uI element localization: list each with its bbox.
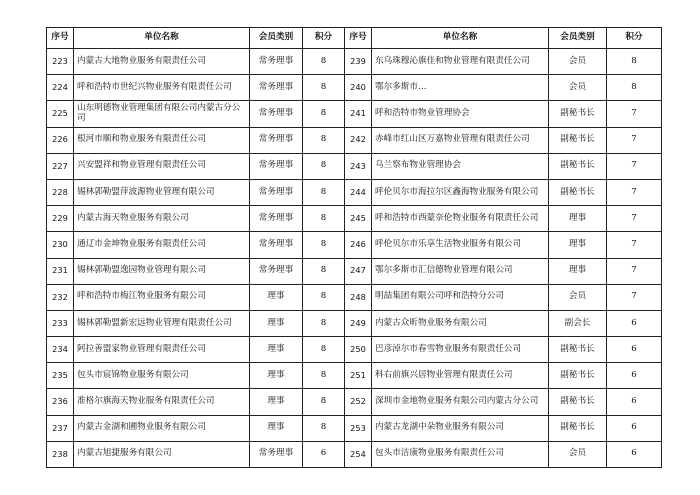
score-cell: 7 bbox=[607, 127, 662, 153]
member-type-cell: 理事 bbox=[250, 284, 303, 310]
member-type-cell: 副会长 bbox=[549, 310, 607, 336]
seq-cell: 228 bbox=[47, 179, 74, 205]
member-type-cell: 常务理事 bbox=[250, 441, 303, 467]
seq-cell: 247 bbox=[345, 258, 372, 284]
score-cell: 8 bbox=[607, 49, 662, 75]
score-cell: 6 bbox=[303, 441, 345, 467]
unit-name-cell: 巴彦淖尔市春雪物业服务有限责任公司 bbox=[372, 337, 549, 363]
seq-cell: 234 bbox=[47, 337, 74, 363]
table-row bbox=[47, 206, 662, 232]
member-type-cell: 常务理事 bbox=[250, 232, 303, 258]
member-type-cell: 常务理事 bbox=[250, 101, 303, 127]
table-row bbox=[47, 337, 662, 363]
seq-cell: 253 bbox=[345, 415, 372, 441]
seq-cell: 249 bbox=[345, 310, 372, 336]
member-type-cell: 理事 bbox=[250, 310, 303, 336]
unit-name-cell: 鄂尔多斯市… bbox=[372, 75, 549, 101]
header-name-right: 单位名称 bbox=[372, 28, 549, 49]
table-row bbox=[47, 153, 662, 179]
unit-name-cell: 科右前旗兴居物业管理有限责任公司 bbox=[372, 363, 549, 389]
header-seq-right: 序号 bbox=[345, 28, 372, 49]
document-page bbox=[46, 27, 661, 468]
seq-cell: 238 bbox=[47, 441, 74, 467]
table-row bbox=[47, 441, 662, 467]
header-type-left: 会员类别 bbox=[250, 28, 303, 49]
seq-cell: 230 bbox=[47, 232, 74, 258]
table-row bbox=[47, 101, 662, 127]
seq-cell: 233 bbox=[47, 310, 74, 336]
table-header-row bbox=[47, 28, 662, 49]
seq-cell: 229 bbox=[47, 206, 74, 232]
score-cell: 7 bbox=[607, 232, 662, 258]
header-seq-left: 序号 bbox=[47, 28, 74, 49]
score-cell: 7 bbox=[607, 284, 662, 310]
score-cell: 7 bbox=[607, 101, 662, 127]
table-row bbox=[47, 258, 662, 284]
seq-cell: 232 bbox=[47, 284, 74, 310]
unit-name-cell: 根河市顺和物业服务有限责任公司 bbox=[74, 127, 250, 153]
score-cell: 8 bbox=[303, 75, 345, 101]
unit-name-cell: 锡林郭勒盟逸园物业管理有限公司 bbox=[74, 258, 250, 284]
member-type-cell: 会员 bbox=[549, 49, 607, 75]
unit-name-cell: 赤峰市红山区万嘉物业管理有限责任公司 bbox=[372, 127, 549, 153]
member-type-cell: 副秘书长 bbox=[549, 415, 607, 441]
header-name-left: 单位名称 bbox=[74, 28, 250, 49]
score-cell: 6 bbox=[607, 363, 662, 389]
unit-name-cell: 包头市洁康物业服务有限责任公司 bbox=[372, 441, 549, 467]
member-type-cell: 常务理事 bbox=[250, 179, 303, 205]
seq-cell: 246 bbox=[345, 232, 372, 258]
member-type-cell: 理事 bbox=[250, 389, 303, 415]
member-type-cell: 常务理事 bbox=[250, 153, 303, 179]
member-type-cell: 副秘书长 bbox=[549, 389, 607, 415]
member-type-cell: 会员 bbox=[549, 441, 607, 467]
score-cell: 8 bbox=[303, 363, 345, 389]
score-cell: 8 bbox=[303, 258, 345, 284]
header-score-right: 积分 bbox=[607, 28, 662, 49]
unit-name-cell: 内蒙古旭捷服务有限公司 bbox=[74, 441, 250, 467]
seq-cell: 251 bbox=[345, 363, 372, 389]
member-type-cell: 常务理事 bbox=[250, 127, 303, 153]
member-type-cell: 常务理事 bbox=[250, 49, 303, 75]
seq-cell: 252 bbox=[345, 389, 372, 415]
unit-name-cell: 准格尔旗海天物业服务有限责任公司 bbox=[74, 389, 250, 415]
member-type-cell: 副秘书长 bbox=[549, 363, 607, 389]
member-type-cell: 常务理事 bbox=[250, 206, 303, 232]
table-row bbox=[47, 415, 662, 441]
seq-cell: 240 bbox=[345, 75, 372, 101]
unit-name-cell: 呼和浩特市西蒙奈伦物业服务有限责任公司 bbox=[372, 206, 549, 232]
score-cell: 8 bbox=[303, 153, 345, 179]
seq-cell: 235 bbox=[47, 363, 74, 389]
table-row bbox=[47, 363, 662, 389]
score-cell: 7 bbox=[607, 179, 662, 205]
seq-cell: 239 bbox=[345, 49, 372, 75]
unit-name-cell: 内蒙古大地物业服务有限责任公司 bbox=[74, 49, 250, 75]
score-cell: 8 bbox=[303, 127, 345, 153]
member-score-table bbox=[46, 27, 662, 468]
score-cell: 8 bbox=[303, 337, 345, 363]
unit-name-cell: 明喆集团有限公司呼和浩特分公司 bbox=[372, 284, 549, 310]
seq-cell: 248 bbox=[345, 284, 372, 310]
table-body bbox=[47, 49, 662, 468]
member-type-cell: 理事 bbox=[549, 206, 607, 232]
score-cell: 8 bbox=[303, 179, 345, 205]
score-cell: 8 bbox=[607, 75, 662, 101]
member-type-cell: 副秘书长 bbox=[549, 153, 607, 179]
unit-name-cell: 锡林郭勒盟新宏远物业管理有限责任公司 bbox=[74, 310, 250, 336]
score-cell: 6 bbox=[607, 415, 662, 441]
unit-name-cell: 鄂尔多斯市汇信德物业管理有限公司 bbox=[372, 258, 549, 284]
unit-name-cell: 呼和浩特市梅江物业服务有限公司 bbox=[74, 284, 250, 310]
member-type-cell: 会员 bbox=[549, 75, 607, 101]
member-type-cell: 理事 bbox=[549, 232, 607, 258]
seq-cell: 244 bbox=[345, 179, 372, 205]
score-cell: 6 bbox=[607, 310, 662, 336]
unit-name-cell: 呼伦贝尔市乐享生活物业服务有限公司 bbox=[372, 232, 549, 258]
unit-name-cell: 内蒙古海天物业服务有限公司 bbox=[74, 206, 250, 232]
unit-name-cell: 内蒙古金湖和圃物业服务有限公司 bbox=[74, 415, 250, 441]
score-cell: 8 bbox=[303, 389, 345, 415]
unit-name-cell: 通辽市金坤物业服务有限责任公司 bbox=[74, 232, 250, 258]
seq-cell: 254 bbox=[345, 441, 372, 467]
member-type-cell: 副秘书长 bbox=[549, 101, 607, 127]
seq-cell: 224 bbox=[47, 75, 74, 101]
unit-name-cell: 深圳市金地物业服务有限公司内蒙古分公司 bbox=[372, 389, 549, 415]
seq-cell: 231 bbox=[47, 258, 74, 284]
unit-name-cell: 乌兰察布物业管理协会 bbox=[372, 153, 549, 179]
score-cell: 7 bbox=[607, 206, 662, 232]
seq-cell: 250 bbox=[345, 337, 372, 363]
score-cell: 7 bbox=[607, 153, 662, 179]
unit-name-cell: 阿拉善盟家物业管理有限责任公司 bbox=[74, 337, 250, 363]
unit-name-cell: 东乌珠穆沁旗佳和物业管理有限责任公司 bbox=[372, 49, 549, 75]
member-type-cell: 理事 bbox=[250, 415, 303, 441]
score-cell: 8 bbox=[303, 232, 345, 258]
table-row bbox=[47, 389, 662, 415]
unit-name-cell: 兴安盟祥和物业管理有限责任公司 bbox=[74, 153, 250, 179]
member-type-cell: 理事 bbox=[250, 337, 303, 363]
table-row bbox=[47, 75, 662, 101]
member-type-cell: 副秘书长 bbox=[549, 127, 607, 153]
unit-name-cell: 呼和浩特市物业管理协会 bbox=[372, 101, 549, 127]
score-cell: 7 bbox=[607, 258, 662, 284]
unit-name-cell: 内蒙古众昕物业服务有限公司 bbox=[372, 310, 549, 336]
score-cell: 8 bbox=[303, 101, 345, 127]
table-row bbox=[47, 284, 662, 310]
unit-name-cell: 呼伦贝尔市海拉尔区鑫海物业服务有限公司 bbox=[372, 179, 549, 205]
seq-cell: 225 bbox=[47, 101, 74, 127]
score-cell: 8 bbox=[303, 310, 345, 336]
score-cell: 8 bbox=[303, 49, 345, 75]
member-type-cell: 理事 bbox=[250, 363, 303, 389]
unit-name-cell: 内蒙古龙湖中朵物业服务有限公司 bbox=[372, 415, 549, 441]
score-cell: 6 bbox=[607, 389, 662, 415]
seq-cell: 223 bbox=[47, 49, 74, 75]
seq-cell: 237 bbox=[47, 415, 74, 441]
score-cell: 6 bbox=[607, 441, 662, 467]
member-type-cell: 副秘书长 bbox=[549, 179, 607, 205]
seq-cell: 242 bbox=[345, 127, 372, 153]
table-row bbox=[47, 232, 662, 258]
member-type-cell: 常务理事 bbox=[250, 75, 303, 101]
seq-cell: 245 bbox=[345, 206, 372, 232]
score-cell: 8 bbox=[303, 415, 345, 441]
unit-name-cell: 包头市宸锦物业服务有限公司 bbox=[74, 363, 250, 389]
table-row bbox=[47, 49, 662, 75]
unit-name-cell: 山东明德物业管理集团有限公司内蒙古分公司 bbox=[74, 101, 250, 127]
score-cell: 8 bbox=[303, 284, 345, 310]
seq-cell: 241 bbox=[345, 101, 372, 127]
score-cell: 6 bbox=[607, 337, 662, 363]
score-cell: 8 bbox=[303, 206, 345, 232]
header-type-right: 会员类别 bbox=[549, 28, 607, 49]
member-type-cell: 副秘书长 bbox=[549, 337, 607, 363]
seq-cell: 227 bbox=[47, 153, 74, 179]
unit-name-cell: 锡林郭勒盟萍波源物业管理有限公司 bbox=[74, 179, 250, 205]
table-row bbox=[47, 127, 662, 153]
seq-cell: 236 bbox=[47, 389, 74, 415]
table-row bbox=[47, 310, 662, 336]
member-type-cell: 常务理事 bbox=[250, 258, 303, 284]
seq-cell: 243 bbox=[345, 153, 372, 179]
member-type-cell: 会员 bbox=[549, 284, 607, 310]
seq-cell: 226 bbox=[47, 127, 74, 153]
member-type-cell: 理事 bbox=[549, 258, 607, 284]
header-score-left: 积分 bbox=[303, 28, 345, 49]
unit-name-cell: 呼和浩特市世纪兴物业服务有限责任公司 bbox=[74, 75, 250, 101]
table-row bbox=[47, 179, 662, 205]
